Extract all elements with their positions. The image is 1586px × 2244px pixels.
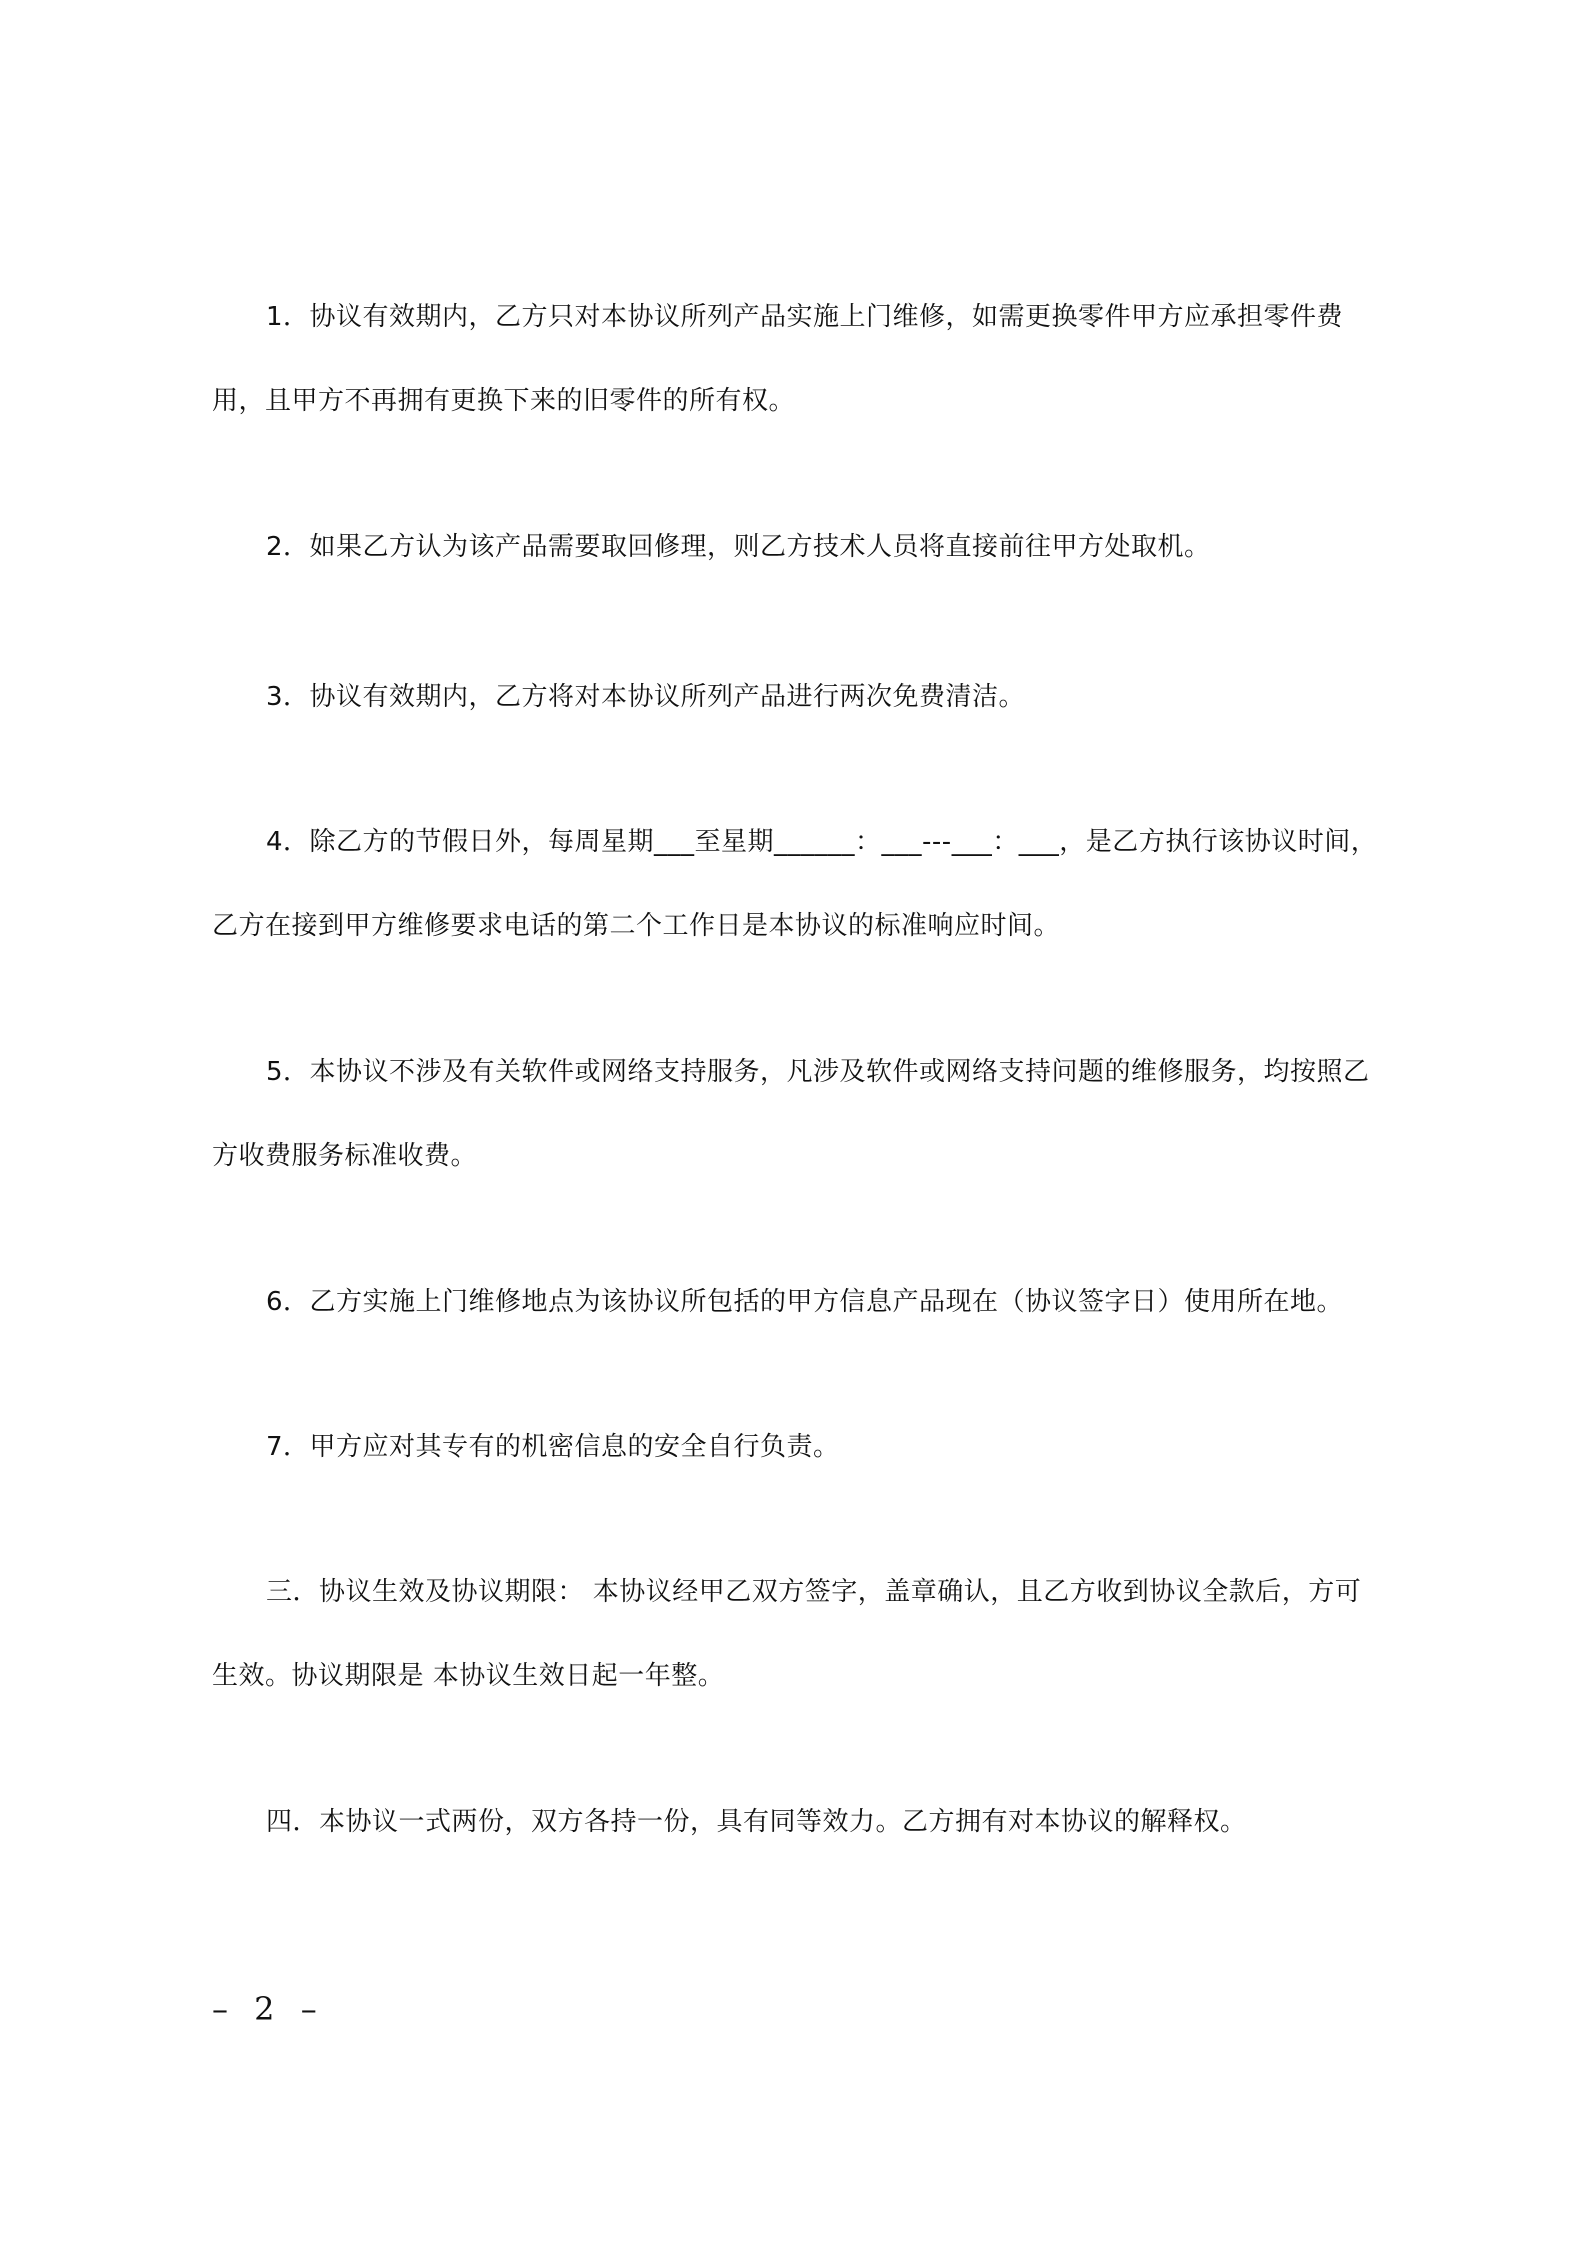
clause-4-paragraph: 4．除乙方的节假日外，每周星期___至星期______：___---___：___，是乙方执行该协议时间，乙方在接到甲方维修要求电话的第二个工作日是本协议的标准响应时间。 <box>212 827 1378 941</box>
section-4-copies-paragraph: 四．本协议一式两份，双方各持一份，具有同等效力。乙方拥有对本协议的解释权。 <box>266 1807 1247 1837</box>
clause-3-paragraph: 3．协议有效期内，乙方将对本协议所列产品进行两次免费清洁。 <box>266 682 1026 712</box>
page-number: – 2 – <box>212 1990 325 2028</box>
clause-1-paragraph: 1．协议有效期内，乙方只对本协议所列产品实施上门维修，如需更换零件甲方应承担零件费用，且甲方不再拥有更换下来的旧零件的所有权。 <box>212 302 1344 416</box>
clause-5-paragraph: 5．本协议不涉及有关软件或网络支持服务，凡涉及软件或网络支持问题的维修服务，均按照乙方收费服务标准收费。 <box>212 1057 1370 1171</box>
clause-2-paragraph: 2．如果乙方认为该产品需要取回修理，则乙方技术人员将直接前往甲方处取机。 <box>266 532 1211 562</box>
clause-6-paragraph: 6．乙方实施上门维修地点为该协议所包括的甲方信息产品现在（协议签字日）使用所在地。 <box>266 1287 1344 1317</box>
section-3-effectiveness-paragraph: 三．协议生效及协议期限： 本协议经甲乙双方签字，盖章确认，且乙方收到协议全款后，方可生效。协议期限是 本协议生效日起一年整。 <box>212 1577 1362 1691</box>
clause-7-paragraph: 7．甲方应对其专有的机密信息的安全自行负责。 <box>266 1432 840 1462</box>
